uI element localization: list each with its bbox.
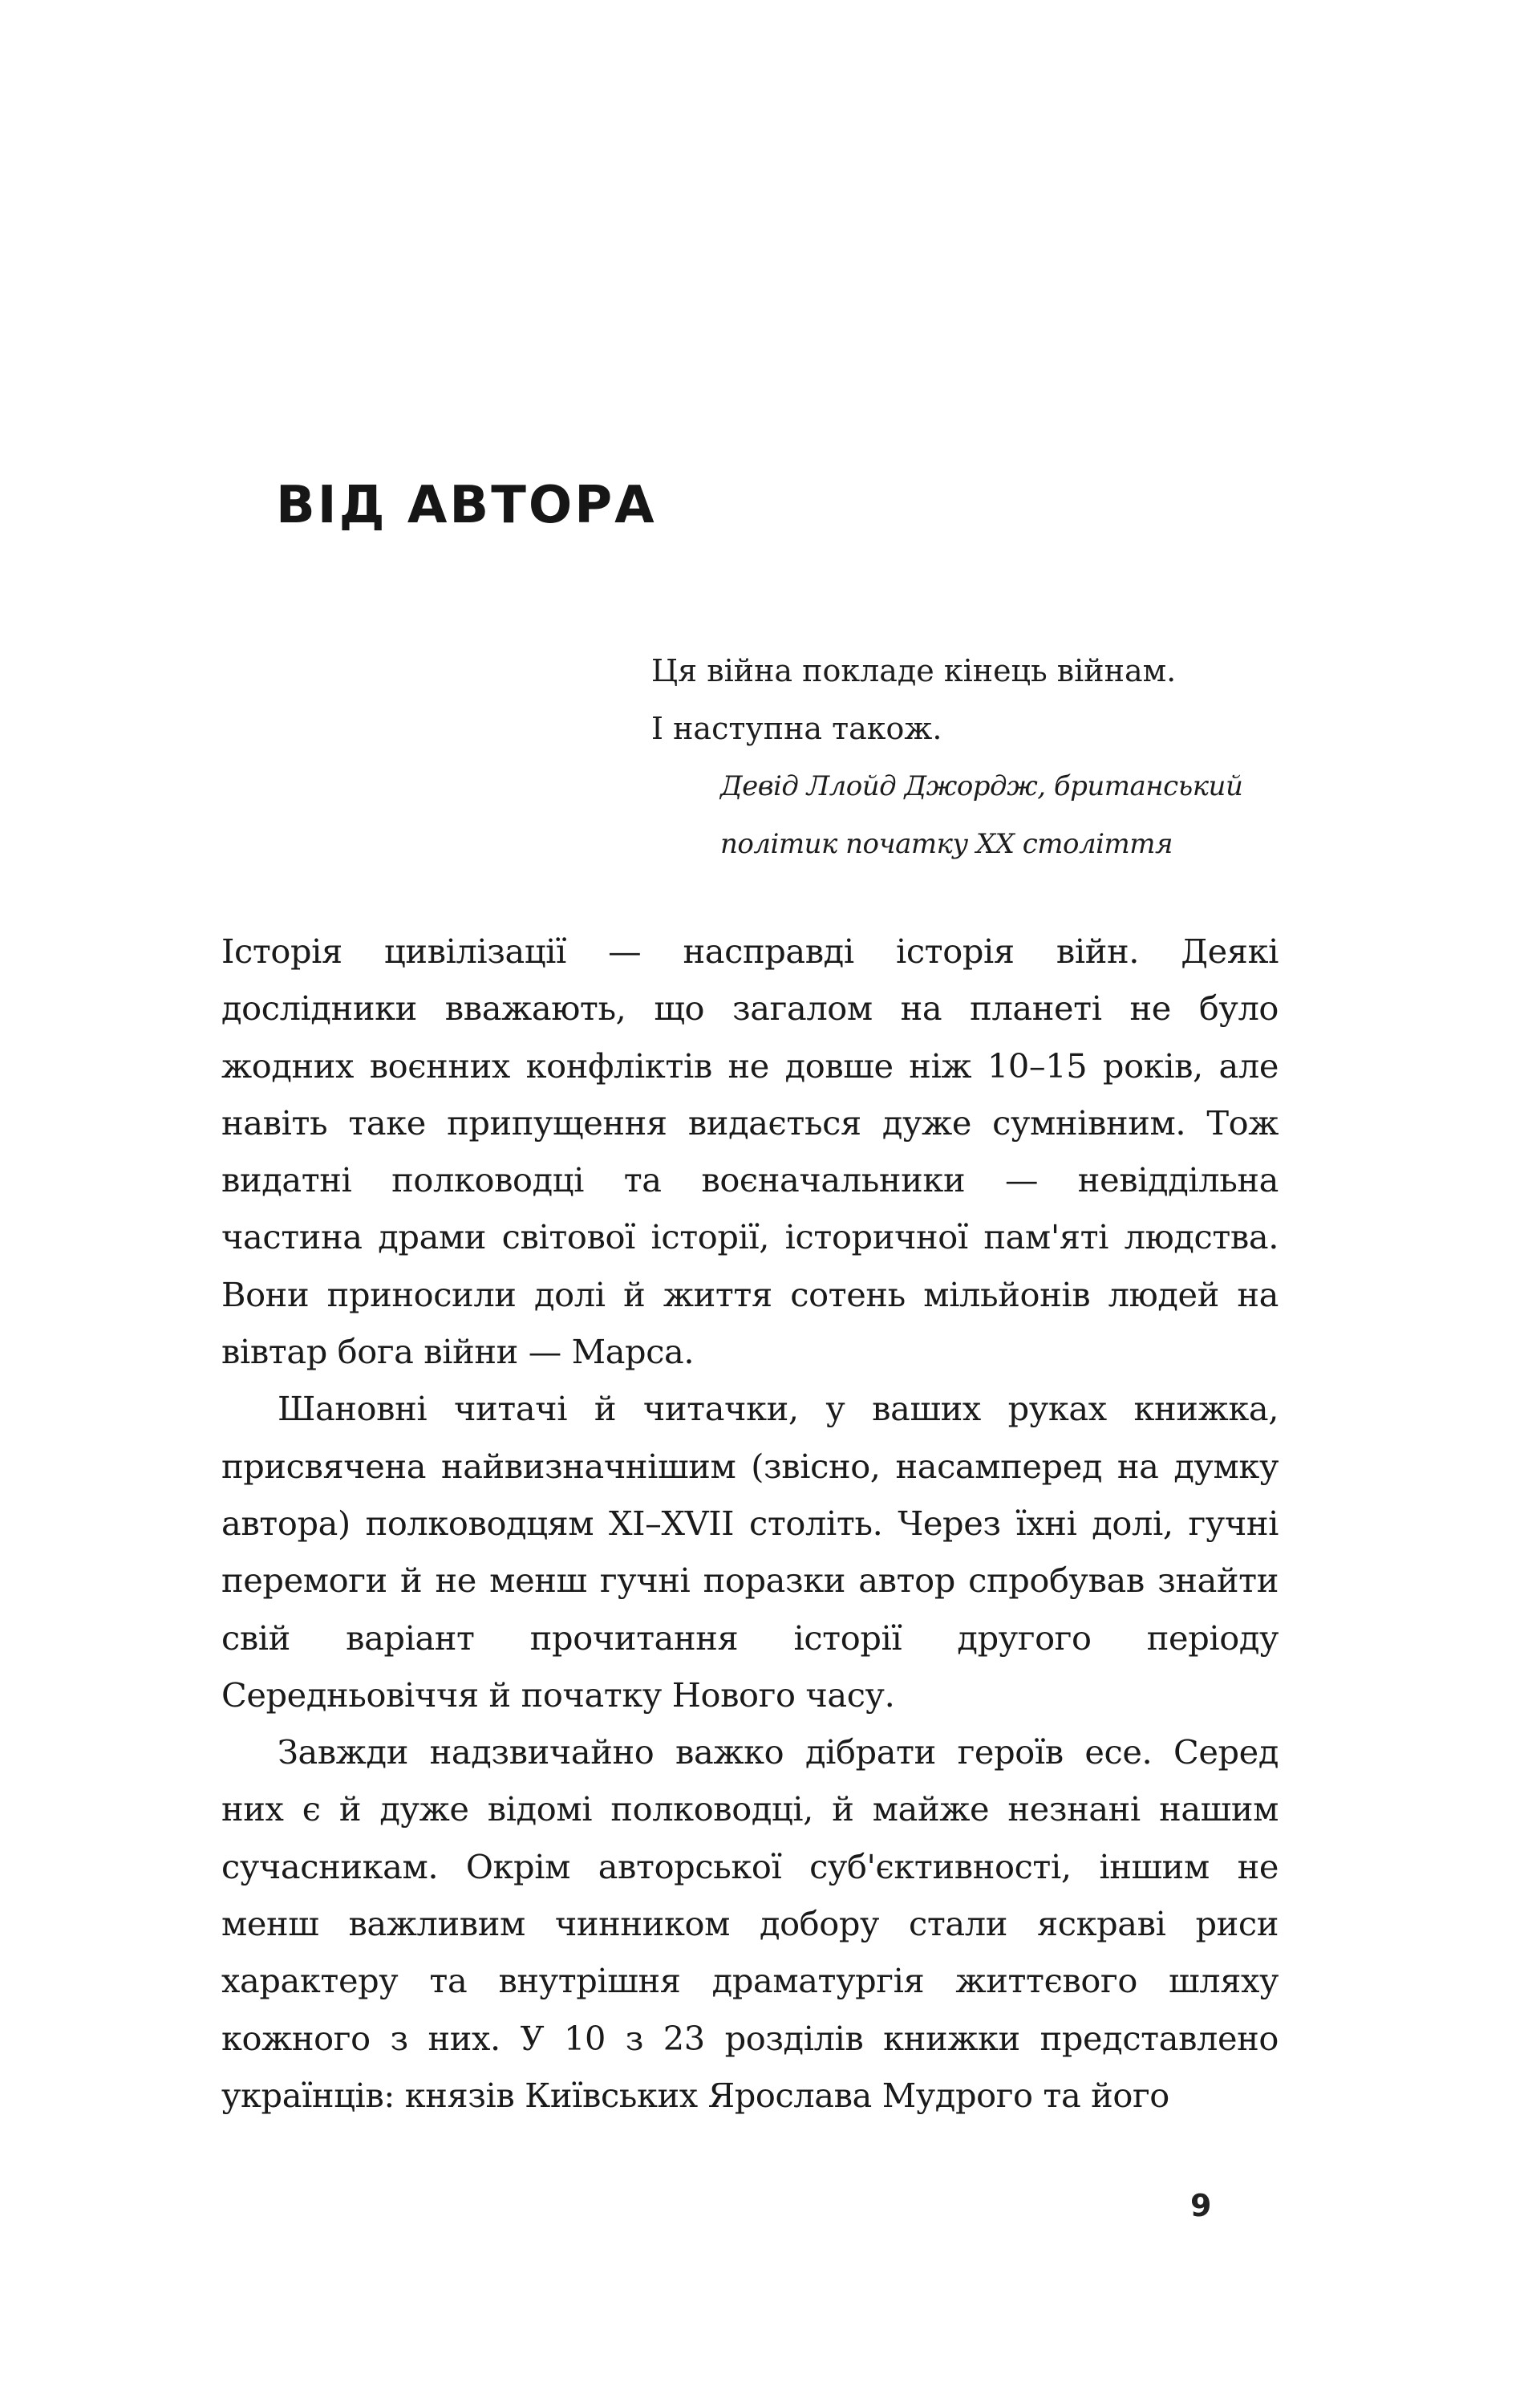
epigraph-line: Ця війна покладе кінець війнам. [651,653,1177,688]
page-number: 9 [1190,2188,1212,2223]
paragraph: Історія цивілізації — насправді історія війн. Деякі дослідники вважають, що загалом на планеті не було жодних воєнних конфліктів не довше ніж 10–15 років, але навіть таке припущення видається дуже сумнівним. Тож видатні полководці та воєначальники — невіддільна частина драми світової історії, історичної пам'яті людства. Вони приносили долі й життя сотень мільйонів людей на вівтар бога війни — Марса. [221,932,1279,1372]
paragraph: Завжди надзвичайно важко дібрати героїв есе. Серед них є й дуже відомі полководці, й майже незнані нашим сучасникам. Окрім авторської суб'єктивності, іншим не менш важливим чинником добору стали яскраві риси характеру та внутрішня драматургія життєвого шляху кожного з них. У 10 з 23 розділів книжки представлено українців: князів Київських Ярослава Мудрого та його [221,1732,1279,2115]
body-text [221,923,1279,2124]
paragraph: Шановні читачі й читачки, у ваших руках книжка, присвячена найвизначнішим (звісно, насамперед на думку автора) полководцям XI–XVII століть. Через їхні долі, гучні перемоги й не менш гучні поразки автор спробував знайти свій варіант прочитання історії другого періоду Середньовіччя й початку Нового часу. [221,1389,1279,1715]
epigraph [651,642,1293,873]
epigraph-attribution: політик початку XX століття [720,828,1173,860]
chapter-title: ВІД АВТОРА [276,476,657,535]
epigraph-attribution: Девід Ллойд Джордж, британський [720,770,1243,802]
epigraph-line: І наступна також. [651,711,942,746]
